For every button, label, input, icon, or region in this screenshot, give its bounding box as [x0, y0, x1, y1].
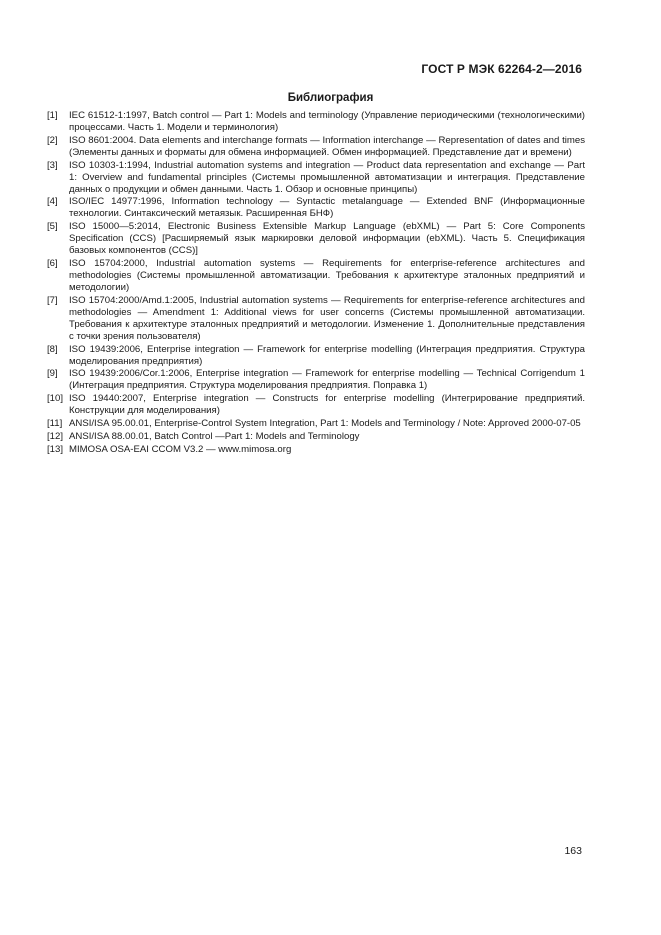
- reference-number: [2]: [47, 134, 58, 146]
- bibliography-item: [47, 135, 585, 159]
- bibliography-item: [47, 160, 585, 196]
- bibliography-item: [47, 393, 585, 417]
- page-number: 163: [564, 845, 582, 857]
- bibliography-item: [47, 344, 585, 368]
- reference-number: [12]: [47, 430, 64, 442]
- bibliography-item: [47, 110, 585, 134]
- bibliography-item: [47, 444, 585, 456]
- reference-number: [13]: [47, 443, 64, 455]
- reference-number: [11]: [47, 417, 63, 429]
- reference-number: [8]: [47, 343, 58, 355]
- bibliography-item: [47, 295, 585, 343]
- reference-number: [1]: [47, 110, 58, 121]
- reference-number: [4]: [47, 196, 58, 208]
- reference-text: ISO 15704:2000/Amd.1:2005, Industrial automation systems — Requirements for enterprise-reference architectures and methodologies — Amendment 1: Additional views for user concerns (Системы промышленной автоматизации. Требования к архитектуре эталонных предприятий и методологии. Изменение 1. Дополнительные представления с точки зрения пользователя): [69, 294, 585, 342]
- reference-text: ISO 19439:2006/Cor.1:2006, Enterprise integration — Framework for enterprise modelling — Technical Corrigendum 1 (Интеграция предприятия. Структура моделирования предприятия. Поправка 1): [69, 368, 585, 392]
- bibliography-item: [47, 221, 585, 257]
- bibliography-item: [47, 368, 585, 392]
- reference-number: [3]: [47, 159, 58, 171]
- reference-text: MIMOSA OSA-EAI CCOM V3.2 — www.mimosa.org: [69, 443, 292, 455]
- reference-number: [6]: [47, 257, 58, 269]
- document-code-header: ГОСТ Р МЭК 62264-2—2016: [421, 62, 582, 76]
- reference-number: [7]: [47, 294, 58, 306]
- reference-text: ISO/IEC 14977:1996, Information technology — Syntactic metalanguage — Extended BNF (Информационные технологии. Синтаксический метаязык. Расширенная БНФ): [69, 196, 585, 220]
- reference-text: ISO 19440:2007, Enterprise integration — Constructs for enterprise modelling (Интегрирование предприятий. Конструкции для моделирования): [69, 393, 585, 417]
- reference-number: [5]: [47, 221, 58, 233]
- section-title: Библиография: [287, 92, 374, 104]
- reference-number: [10]: [47, 393, 64, 405]
- bibliography-item: [47, 431, 585, 443]
- reference-text: ISO 15704:2000, Industrial automation systems — Requirements for enterprise-reference architectures and methodologies (Системы промышленной автоматизации. Требования к архитектуре эталонных предприятий и методологии): [69, 257, 585, 293]
- reference-text: ISO 10303-1:1994, Industrial automation systems and integration — Product data representation and exchange — Part 1: Overview and fundamental principles (Системы промышленной автоматизации и интеграция. Представление данных о продукции и обмен данными. Часть 1. Обзор и основные принципы): [69, 159, 585, 195]
- reference-text: ANSI/ISA 95.00.01, Enterprise-Control System Integration, Part 1: Models and Terminology / Note: Approved 2000-07-05: [69, 417, 581, 429]
- bibliography-item: [47, 196, 585, 220]
- bibliography-item: [47, 258, 585, 294]
- reference-text: IEC 61512-1:1997, Batch control — Part 1: Models and terminology (Управление периодическими (технологическими) процессами. Часть 1. Модели и терминология): [69, 110, 585, 133]
- bibliography-item: [47, 418, 585, 430]
- bibliography-list: [47, 110, 585, 456]
- reference-text: ISO 8601:2004. Data elements and interchange formats — Information interchange — Representation of dates and times (Элементы данных и форматы для обмена информацией. Обмен информацией. Представление дат и времени): [69, 134, 585, 158]
- reference-text: ANSI/ISA 88.00.01, Batch Control —Part 1: Models and Terminology: [69, 430, 360, 442]
- reference-text: ISO 19439:2006, Enterprise integration — Framework for enterprise modelling (Интеграция предприятия. Структура моделирования предприятия): [69, 343, 585, 367]
- reference-text: ISO 15000—5:2014, Electronic Business Extensible Markup Language (ebXML) — Part 5: Core Components Specification (CCS) [Расширяемый язык маркировки деловой информации (ebXML). Часть 5. Спецификация базовых компонентов (CCS)]: [69, 221, 585, 257]
- reference-number: [9]: [47, 368, 58, 380]
